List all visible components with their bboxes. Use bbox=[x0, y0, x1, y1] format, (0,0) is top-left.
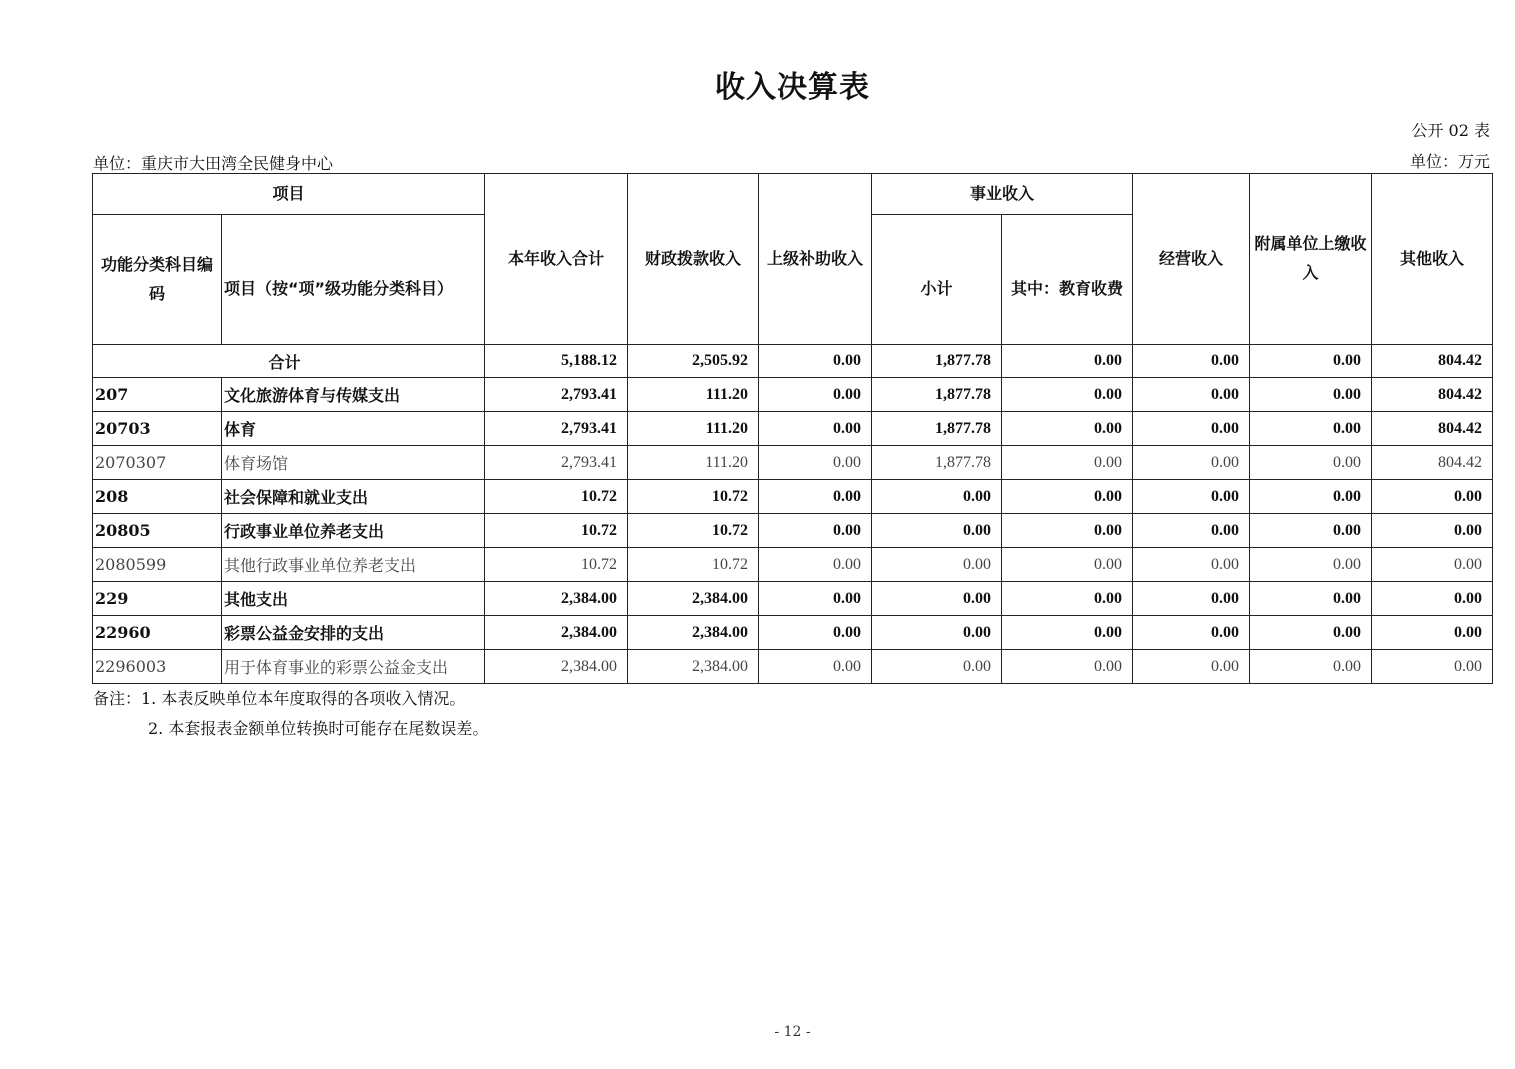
amount-cell: 111.20 bbox=[628, 446, 759, 480]
amount-cell: 0.00 bbox=[1250, 378, 1372, 412]
header-total-income: 本年收入合计 bbox=[485, 174, 628, 345]
header-fiscal: 财政拨款收入 bbox=[628, 174, 759, 345]
total-cell: 5,188.12 bbox=[485, 345, 628, 378]
amount-cell: 0.00 bbox=[1250, 616, 1372, 650]
amount-cell: 2,384.00 bbox=[485, 650, 628, 684]
amount-cell: 0.00 bbox=[1002, 446, 1133, 480]
item-name-cell: 体育 bbox=[222, 412, 485, 446]
amount-cell: 804.42 bbox=[1372, 378, 1493, 412]
amount-cell: 0.00 bbox=[1002, 480, 1133, 514]
func-code-cell: 2296003 bbox=[93, 650, 222, 684]
income-table bbox=[92, 173, 1493, 684]
table-row-total bbox=[93, 345, 1493, 378]
func-code-cell: 208 bbox=[93, 480, 222, 514]
unit-money: 单位：万元 bbox=[1409, 152, 1490, 171]
item-name-cell: 彩票公益金安排的支出 bbox=[222, 616, 485, 650]
amount-cell: 0.00 bbox=[1002, 582, 1133, 616]
amount-cell: 0.00 bbox=[1133, 446, 1250, 480]
amount-cell: 111.20 bbox=[628, 378, 759, 412]
total-cell: 804.42 bbox=[1372, 345, 1493, 378]
func-code-cell: 20805 bbox=[93, 514, 222, 548]
item-name-cell: 用于体育事业的彩票公益金支出 bbox=[222, 650, 485, 684]
amount-cell: 0.00 bbox=[1002, 548, 1133, 582]
amount-cell: 0.00 bbox=[872, 548, 1002, 582]
item-name-cell: 其他支出 bbox=[222, 582, 485, 616]
header-func-code: 功能分类科目编码 bbox=[93, 215, 222, 345]
amount-cell: 10.72 bbox=[628, 480, 759, 514]
amount-cell: 0.00 bbox=[1250, 480, 1372, 514]
total-cell: 0.00 bbox=[1133, 345, 1250, 378]
amount-cell: 0.00 bbox=[1133, 378, 1250, 412]
amount-cell: 0.00 bbox=[759, 548, 872, 582]
notes bbox=[93, 684, 488, 744]
amount-cell: 0.00 bbox=[1250, 514, 1372, 548]
amount-cell: 10.72 bbox=[485, 480, 628, 514]
table-row bbox=[93, 548, 1493, 582]
func-code-cell: 229 bbox=[93, 582, 222, 616]
form-number: 公开 02 表 bbox=[1411, 121, 1490, 140]
amount-cell: 0.00 bbox=[1250, 582, 1372, 616]
note-1: 备注：1. 本表反映单位本年度取得的各项收入情况。 bbox=[93, 689, 466, 708]
amount-cell: 0.00 bbox=[1250, 412, 1372, 446]
item-name-cell: 行政事业单位养老支出 bbox=[222, 514, 485, 548]
amount-cell: 0.00 bbox=[1133, 480, 1250, 514]
amount-cell: 0.00 bbox=[1250, 650, 1372, 684]
amount-cell: 0.00 bbox=[1002, 378, 1133, 412]
total-cell: 1,877.78 bbox=[872, 345, 1002, 378]
total-label: 合计 bbox=[93, 345, 485, 378]
note-2: 2. 本套报表金额单位转换时可能存在尾数误差。 bbox=[148, 719, 489, 738]
total-cell: 0.00 bbox=[1002, 345, 1133, 378]
amount-cell: 2,384.00 bbox=[628, 582, 759, 616]
header-affiliated: 附属单位上缴收入 bbox=[1250, 174, 1372, 345]
amount-cell: 0.00 bbox=[1372, 616, 1493, 650]
amount-cell: 10.72 bbox=[628, 514, 759, 548]
amount-cell: 0.00 bbox=[759, 514, 872, 548]
amount-cell: 2,384.00 bbox=[485, 582, 628, 616]
amount-cell: 0.00 bbox=[759, 480, 872, 514]
header-item-name: 项目（按“项”级功能分类科目） bbox=[222, 215, 485, 345]
table-row bbox=[93, 650, 1493, 684]
func-code-cell: 207 bbox=[93, 378, 222, 412]
amount-cell: 0.00 bbox=[1002, 650, 1133, 684]
table-row bbox=[93, 412, 1493, 446]
table-row bbox=[93, 446, 1493, 480]
amount-cell: 804.42 bbox=[1372, 446, 1493, 480]
header-superior-subsidy: 上级补助收入 bbox=[759, 174, 872, 345]
amount-cell: 0.00 bbox=[1002, 514, 1133, 548]
amount-cell: 0.00 bbox=[1133, 650, 1250, 684]
header-subtotal: 小计 bbox=[872, 215, 1002, 345]
amount-cell: 0.00 bbox=[1372, 514, 1493, 548]
amount-cell: 0.00 bbox=[1372, 548, 1493, 582]
amount-cell: 0.00 bbox=[1133, 616, 1250, 650]
item-name-cell: 社会保障和就业支出 bbox=[222, 480, 485, 514]
amount-cell: 2,793.41 bbox=[485, 412, 628, 446]
amount-cell: 0.00 bbox=[1372, 582, 1493, 616]
amount-cell: 0.00 bbox=[1250, 446, 1372, 480]
amount-cell: 0.00 bbox=[759, 446, 872, 480]
amount-cell: 2,384.00 bbox=[485, 616, 628, 650]
amount-cell: 0.00 bbox=[1372, 480, 1493, 514]
amount-cell: 804.42 bbox=[1372, 412, 1493, 446]
amount-cell: 0.00 bbox=[1133, 548, 1250, 582]
amount-cell: 10.72 bbox=[485, 514, 628, 548]
amount-cell: 111.20 bbox=[628, 412, 759, 446]
item-name-cell: 体育场馆 bbox=[222, 446, 485, 480]
amount-cell: 0.00 bbox=[759, 650, 872, 684]
page-number: - 12 - bbox=[774, 1024, 811, 1040]
func-code-cell: 20703 bbox=[93, 412, 222, 446]
amount-cell: 2,793.41 bbox=[485, 378, 628, 412]
amount-cell: 0.00 bbox=[1133, 412, 1250, 446]
amount-cell: 0.00 bbox=[1002, 412, 1133, 446]
amount-cell: 0.00 bbox=[1133, 582, 1250, 616]
amount-cell: 2,793.41 bbox=[485, 446, 628, 480]
table-row bbox=[93, 582, 1493, 616]
amount-cell: 0.00 bbox=[1133, 514, 1250, 548]
table-row bbox=[93, 480, 1493, 514]
header-other: 其他收入 bbox=[1372, 174, 1493, 345]
table-row bbox=[93, 616, 1493, 650]
amount-cell: 0.00 bbox=[872, 616, 1002, 650]
total-cell: 2,505.92 bbox=[628, 345, 759, 378]
amount-cell: 0.00 bbox=[872, 650, 1002, 684]
amount-cell: 0.00 bbox=[759, 412, 872, 446]
amount-cell: 0.00 bbox=[872, 514, 1002, 548]
total-cell: 0.00 bbox=[759, 345, 872, 378]
header-edu-fee: 其中：教育收费 bbox=[1002, 215, 1133, 345]
amount-cell: 2,384.00 bbox=[628, 650, 759, 684]
header-operating: 经营收入 bbox=[1133, 174, 1250, 345]
page-title: 收入决算表 bbox=[715, 70, 870, 105]
amount-cell: 1,877.78 bbox=[872, 412, 1002, 446]
unit-organization: 单位：重庆市大田湾全民健身中心 bbox=[93, 154, 334, 173]
amount-cell: 0.00 bbox=[759, 378, 872, 412]
header-item-group: 项目 bbox=[93, 174, 485, 215]
table-row bbox=[93, 514, 1493, 548]
total-cell: 0.00 bbox=[1250, 345, 1372, 378]
amount-cell: 0.00 bbox=[1250, 548, 1372, 582]
amount-cell: 0.00 bbox=[1372, 650, 1493, 684]
header-business-group: 事业收入 bbox=[872, 174, 1133, 215]
item-name-cell: 其他行政事业单位养老支出 bbox=[222, 548, 485, 582]
amount-cell: 1,877.78 bbox=[872, 378, 1002, 412]
amount-cell: 2,384.00 bbox=[628, 616, 759, 650]
amount-cell: 0.00 bbox=[872, 582, 1002, 616]
func-code-cell: 2080599 bbox=[93, 548, 222, 582]
amount-cell: 0.00 bbox=[759, 616, 872, 650]
table-row bbox=[93, 378, 1493, 412]
amount-cell: 10.72 bbox=[628, 548, 759, 582]
amount-cell: 0.00 bbox=[872, 480, 1002, 514]
func-code-cell: 2070307 bbox=[93, 446, 222, 480]
amount-cell: 1,877.78 bbox=[872, 446, 1002, 480]
amount-cell: 0.00 bbox=[759, 582, 872, 616]
amount-cell: 0.00 bbox=[1002, 616, 1133, 650]
func-code-cell: 22960 bbox=[93, 616, 222, 650]
item-name-cell: 文化旅游体育与传媒支出 bbox=[222, 378, 485, 412]
amount-cell: 10.72 bbox=[485, 548, 628, 582]
